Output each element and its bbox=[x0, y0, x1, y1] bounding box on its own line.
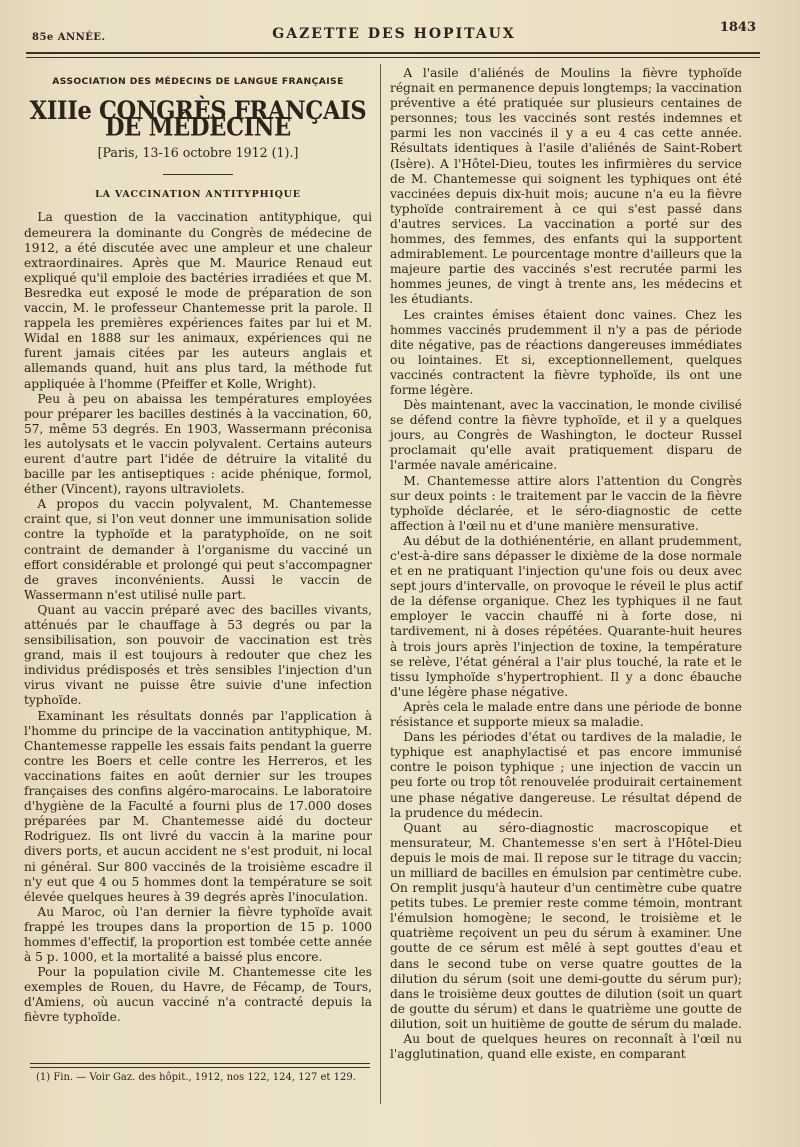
association-heading: ASSOCIATION DES MÉDECINS DE LANGUE FRANÇAISE bbox=[52, 76, 344, 87]
paragraph: Peu à peu on abaissa les températures employées pour préparer les bacilles destinés à la vaccination, 60, 57, même 53 degrés. En 1903, Wassermann préconisa les autolysats et le vaccin polyvalent. Certains auteurs eurent d'autre part l'idée de détruire la vitalité du bacille par les antiseptiques : acide phénique, formol, éther (Vincent), rayons ultraviolets. bbox=[24, 391, 372, 497]
header-rule bbox=[26, 52, 760, 54]
title-divider bbox=[163, 174, 233, 175]
page-header bbox=[32, 20, 756, 48]
left-paragraphs bbox=[24, 210, 372, 1025]
footnote-rule bbox=[30, 1063, 370, 1064]
paragraph: Quant au vaccin préparé avec des bacilles vivants, atténués par le chauffage à 53 degrés ou par la sensibilisation, son pouvoir de vaccination est très grand, mais il est toujours à redouter que chez les individus prédisposés et très sensibles l'injection d'un virus vivant ne puisse être suivie d'une infection typhoïde. bbox=[24, 602, 372, 708]
paragraph: Dans les périodes d'état ou tardives de la maladie, le typhique est anaphylactisé et pas encore immunisé contre le poison typhique ; une injection de vaccin un peu forte ou trop tôt renouvelée produirait certainement une phase négative dangereuse. Le résultat dépend de la prudence du médecin. bbox=[390, 730, 742, 820]
edition-label: 85e ANNÉE. bbox=[32, 32, 106, 43]
paragraph: Au bout de quelques heures on reconnaît à l'œil nu l'agglutination, quand elle existe, en comparant bbox=[390, 1032, 742, 1062]
right-paragraphs bbox=[390, 66, 742, 1062]
header-rule-thin bbox=[26, 57, 760, 58]
paragraph: Après cela le malade entre dans une période de bonne résistance et supporte mieux sa maladie. bbox=[390, 699, 742, 730]
paragraph: Pour la population civile M. Chantemesse cite les exemples de Rouen, du Havre, de Fécamp, de Tours, d'Amiens, où aucun vacciné n'a contracté depuis la fièvre typhoïde. bbox=[24, 965, 372, 1025]
page-number: 1843 bbox=[719, 20, 756, 35]
footnote-rule-thin bbox=[30, 1067, 370, 1068]
paragraph: Dès maintenant, avec la vaccination, le monde civilisé se défend contre la fièvre typhoïde, et il y a quelques jours, au Congrès de Washington, le docteur Russel proclamait qu'elle avait pratiquement disparu de l'armée navale américaine. bbox=[390, 398, 742, 473]
paragraph: Les craintes émises étaient donc vaines. Chez les hommes vaccinés prudemment il n'y a pas de période dite négative, pas de réactions dangereuses immédiates ou lointaines. Et si, exceptionnellement, quelques vaccinés contractent la fièvre typhoïde, ils ont une forme légère. bbox=[390, 307, 742, 397]
paragraph: Au début de la dothiénentérie, en allant prudemment, c'est-à-dire sans dépasser le dixième de la dose normale et en ne pratiquant l'injection qu'une fois ou deux avec sept jours d'intervalle, on provoque le réveil le plus actif de la défense organique. Chez les typhiques il ne faut employer le vaccin chauffé ni à forte dose, ni tardivement, ni à doses répétées. Quarante-huit heures à trois jours après l'injection de toxine, la température se relève, l'état général a l'air plus touché, la rate et le tissu lymphoïde s'hypertrophient. Il y a donc ébauche d'une légère phase négative. bbox=[390, 533, 742, 699]
paragraph: Quant au séro-diagnostic macroscopique et mensurateur, M. Chantemesse s'en sert à l'Hôtel-Dieu depuis le mois de mai. Il repose sur le titrage du vaccin; un milliard de bacilles en émulsion par centimètre cube. On remplit jusqu'à hauteur d'un centimètre cube quatre petits tubes. Le premier reste comme témoin, montrant l'émulsion homogène; le second, le troisième et le quatrième reçoivent un peu du sérum à examiner. Une goutte de ce sérum est mêlé à sept gouttes d'eau et dans le second tube on verse quatre gouttes de la dilution du sérum (soit une demi-goutte du sérum pur); dans le troisième deux gouttes de dilution (soit un quart de goutte du sérum) et dans le quatrième une goutte de dilution, soit un huitième de goutte de sérum du malade. bbox=[390, 820, 742, 1031]
section-title: LA VACCINATION ANTITYPHIQUE bbox=[95, 189, 301, 201]
left-column bbox=[24, 66, 372, 1026]
congress-dateline: [Paris, 13-16 octobre 1912 (1).] bbox=[97, 145, 299, 161]
paragraph: Au Maroc, où l'an dernier la fièvre typhoïde avait frappé les troupes dans la proportion de 15 p. 1000 hommes d'effectif, la proportion est tombée cette année à 5 p. 1000, et la mortalité a baissé plus encore. bbox=[24, 904, 372, 965]
paragraph: La question de la vaccination antityphique, qui demeurera la dominante du Congrès de médecine de 1912, a été discutée avec une ampleur et une chaleur extraordinaires. Après que M. Maurice Renaud eut expliqué qu'il emploie des bactéries irradiées et que M. Besredka eut exposé le mode de préparation de son vaccin, M. le professeur Chantemesse prit la parole. Il rappela les premières expériences faites par lui et M. Widal en 1888 sur les animaux, expériences qui ne furent jamais citées par les auteurs anglais et allemands quand, huit ans plus tard, la méthode fut appliquée à l'homme (Pfeiffer et Kolle, Wright). bbox=[24, 210, 372, 391]
paragraph: M. Chantemesse attire alors l'attention du Congrès sur deux points : le traitement par le vaccin de la fièvre typhoïde déclarée, et le séro-diagnostic de cette affection à l'œil nu et d'une manière mensurative. bbox=[390, 473, 742, 533]
journal-title: GAZETTE DES HOPITAUX bbox=[272, 26, 516, 42]
column-separator bbox=[380, 64, 381, 1104]
right-column bbox=[390, 66, 742, 1062]
congress-title: XIIIe CONGRÈS FRANÇAIS DE MÉDECINE bbox=[29, 96, 367, 143]
footnote: (1) Fin. — Voir Gaz. des hôpit., 1912, nos 122, 124, 127 et 129. bbox=[36, 1072, 356, 1083]
paragraph: Examinant les résultats donnés par l'application à l'homme du principe de la vaccination antityphique, M. Chantemesse rappelle les essais faits pendant la guerre contre les Boers et celle contre les Herreros, et les vaccinations faites en août dernier sur les troupes françaises des confins algéro-marocains. Le laboratoire d'hygiène de la Faculté a fourni plus de 17.000 doses préparées par M. Chantemesse aidé du docteur Rodriguez. Ils ont livré du vaccin à la marine pour divers ports, et aucun accident ne s'est produit, ni local ni général. Sur 800 vaccinés de la troisième escadre il n'y eut que 4 ou 5 hommes dont la température se soit élevée quelques heures à 39 degrés après l'inoculation. bbox=[24, 708, 372, 904]
paragraph: A l'asile d'aliénés de Moulins la fièvre typhoïde régnait en permanence depuis longtemps; la vaccination préventive a été pratiquée sur plusieurs centaines de personnes; tous les vaccinés sont restés indemnes et parmi les non vaccinés il y a eu 4 cas cette année. Résultats identiques à l'asile d'aliénés de Saint-Robert (Isère). A l'Hôtel-Dieu, toutes les infirmières du service de M. Chantemesse qui soignent les typhiques ont été vaccinées depuis dix-huit mois; aucune n'a eu la fièvre typhoïde contrairement à ce qui s'est passé dans d'autres services. La vaccination a porté sur des hommes, des femmes, des enfants qui la supportent admirablement. Le pourcentage montre d'ailleurs que la majeure partie des vaccinés s'est recrutée parmi les hommes jeunes, de vingt à trente ans, les médecins et les étudiants. bbox=[390, 66, 742, 307]
paragraph: A propos du vaccin polyvalent, M. Chantemesse craint que, si l'on veut donner une immunisation solide contre la typhoïde et la paratyphoïde, on ne soit contraint de demander à l'organisme du vacciné un effort considérable et prolongé qui peut s'accompagner de graves inconvénients. Aussi le vaccin de Wassermann n'est utilisé nulle part. bbox=[24, 497, 372, 602]
